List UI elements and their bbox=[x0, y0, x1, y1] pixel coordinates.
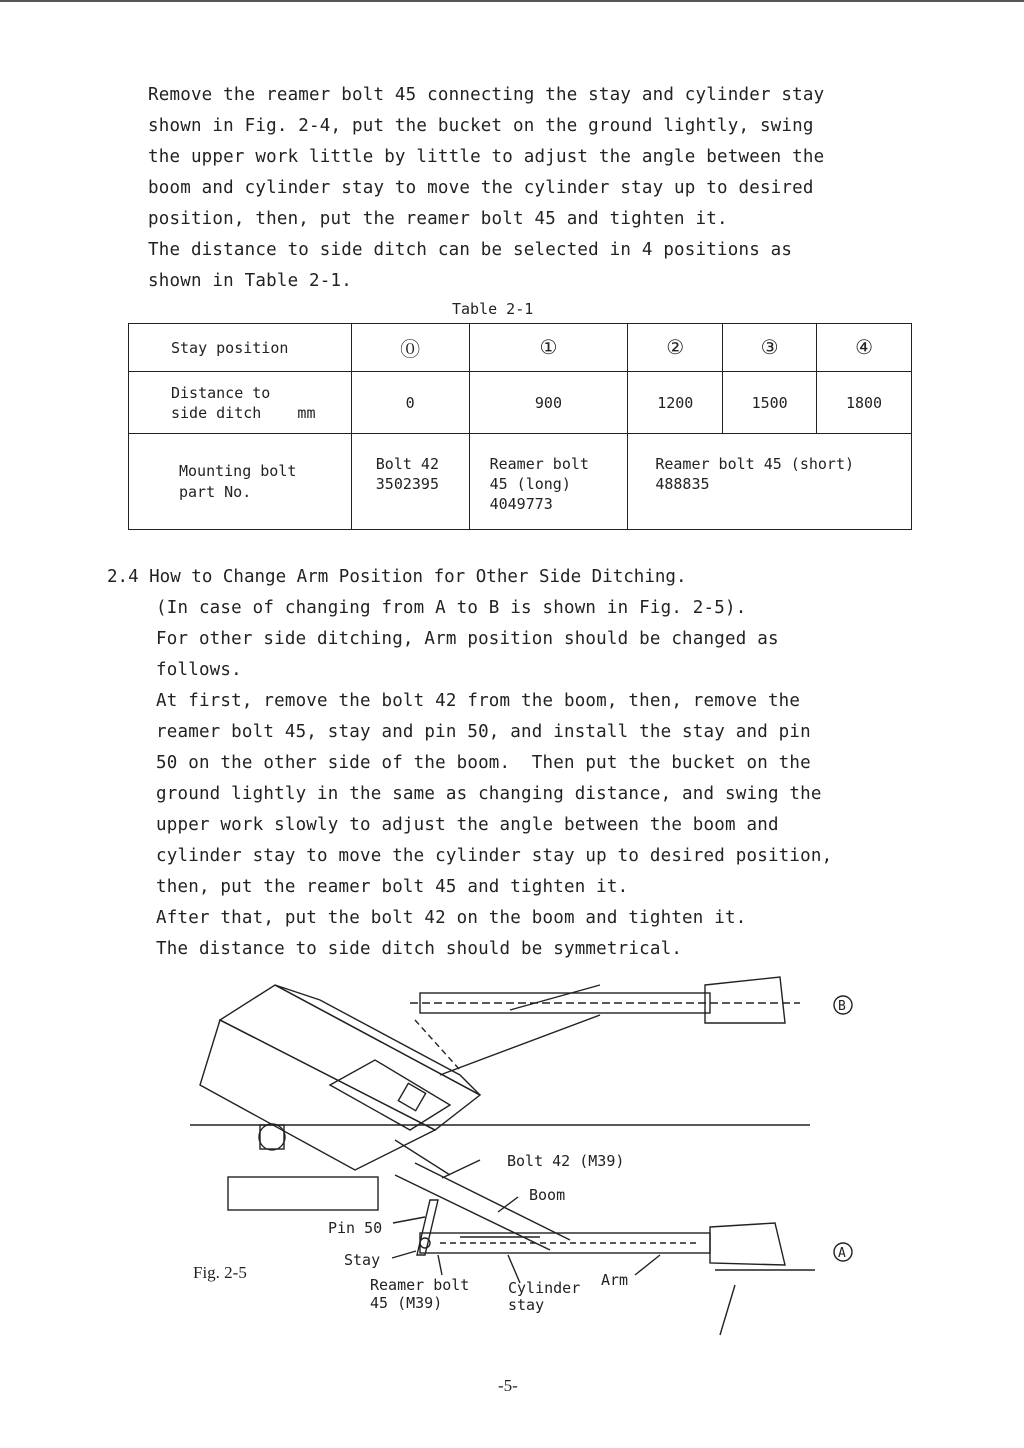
position-0: ⓪ bbox=[351, 324, 469, 372]
boom-b-line bbox=[510, 985, 600, 1010]
callout-stay: Stay bbox=[344, 1251, 381, 1269]
distance-1: 900 bbox=[469, 372, 628, 434]
position-4: ④ bbox=[817, 324, 912, 372]
cab bbox=[330, 1060, 450, 1130]
table-caption: Table 2-1 bbox=[452, 300, 534, 318]
page-number: -5- bbox=[498, 1376, 518, 1395]
position-a-label: A bbox=[838, 1246, 846, 1261]
row-header-stay-position: Stay position bbox=[129, 324, 352, 372]
callout-bolt42: Bolt 42 (M39) bbox=[507, 1152, 625, 1170]
callout-reamer-line2: 45 (M39) bbox=[370, 1294, 443, 1312]
leader-pin50 bbox=[393, 1217, 425, 1223]
track-frame bbox=[228, 1177, 378, 1210]
position-1: ① bbox=[469, 324, 628, 372]
table-row bbox=[129, 324, 912, 372]
boom-cylinder bbox=[395, 1140, 450, 1175]
bucket-b bbox=[705, 977, 785, 1023]
distance-3: 1500 bbox=[723, 372, 817, 434]
position-2: ② bbox=[628, 324, 723, 372]
boom-upper-edge bbox=[395, 1175, 550, 1250]
stay-position-table bbox=[128, 323, 912, 530]
arm-position-diagram bbox=[180, 965, 860, 1345]
figure-label: Fig. 2-5 bbox=[193, 1263, 247, 1282]
distance-4: 1800 bbox=[817, 372, 912, 434]
page-top-edge bbox=[0, 0, 1024, 2]
row-header-distance: Distance to side ditch mm bbox=[129, 372, 352, 434]
position-3: ③ bbox=[723, 324, 817, 372]
bolt-part-0: Bolt 42 3502395 bbox=[351, 434, 469, 530]
distance-0: 0 bbox=[351, 372, 469, 434]
leader-bolt42 bbox=[442, 1160, 480, 1178]
row-header-mounting-bolt: Mounting bolt part No. bbox=[129, 434, 352, 530]
callout-boom: Boom bbox=[529, 1186, 566, 1204]
position-b-label: B bbox=[838, 999, 846, 1014]
intro-paragraph: Remove the reamer bolt 45 connecting the stay and cylinder stay shown in Fig. 2-4, put the bucket on the ground lightly, swing the upper work little by little to adjust the angle between the boom and cylinder stay to move the cylinder stay up to desired position, then, put the reamer bolt 45 and tighten it. The distance to side ditch can be selected in 4 positions as shown in Table 2-1. bbox=[148, 85, 825, 291]
table-row bbox=[129, 372, 912, 434]
engine-circle bbox=[259, 1124, 285, 1150]
arrow-line bbox=[720, 1285, 735, 1335]
section-heading: 2.4 How to Change Arm Position for Other Side Ditching. bbox=[107, 567, 687, 587]
section-intro: (In case of changing from A to B is shown in Fig. 2-5). For other side ditching, Arm position should be changed as follows. bbox=[156, 598, 779, 680]
upper-body-rear bbox=[275, 985, 480, 1095]
section-body: At first, remove the bolt 42 from the boom, then, remove the reamer bolt 45, stay and pin 50, and install the stay and pin 50 on the other side of the boom. Then put the bucket on the ground lightly in the same as changing distance, and swing the upper work slowly to adjust the angle between the boom and cylinder stay to move the cylinder stay up to desired position, then, put the reamer bolt 45 and tighten it. After that, put the bolt 42 on the boom and tighten it. The distance to side ditch should be symmetrical. bbox=[156, 691, 833, 959]
table-row bbox=[129, 434, 912, 530]
leader-arm bbox=[635, 1255, 660, 1275]
callout-reamer-line1: Reamer bolt bbox=[370, 1276, 470, 1294]
leader-stay bbox=[392, 1251, 416, 1258]
callout-arm: Arm bbox=[601, 1271, 629, 1289]
bolt-part-2-4: Reamer bolt 45 (short) 488835 bbox=[628, 434, 912, 530]
bucket-a bbox=[710, 1223, 785, 1265]
callout-cylinder-line2: stay bbox=[508, 1296, 545, 1314]
callout-cylinder-line1: Cylinder bbox=[508, 1279, 581, 1297]
callout-pin50: Pin 50 bbox=[328, 1219, 383, 1237]
leader-reamer bbox=[438, 1255, 442, 1275]
bolt-part-1: Reamer bolt 45 (long) 4049773 bbox=[469, 434, 628, 530]
boom-b-edge bbox=[440, 1015, 600, 1075]
distance-2: 1200 bbox=[628, 372, 723, 434]
upper-body-top bbox=[220, 985, 480, 1130]
